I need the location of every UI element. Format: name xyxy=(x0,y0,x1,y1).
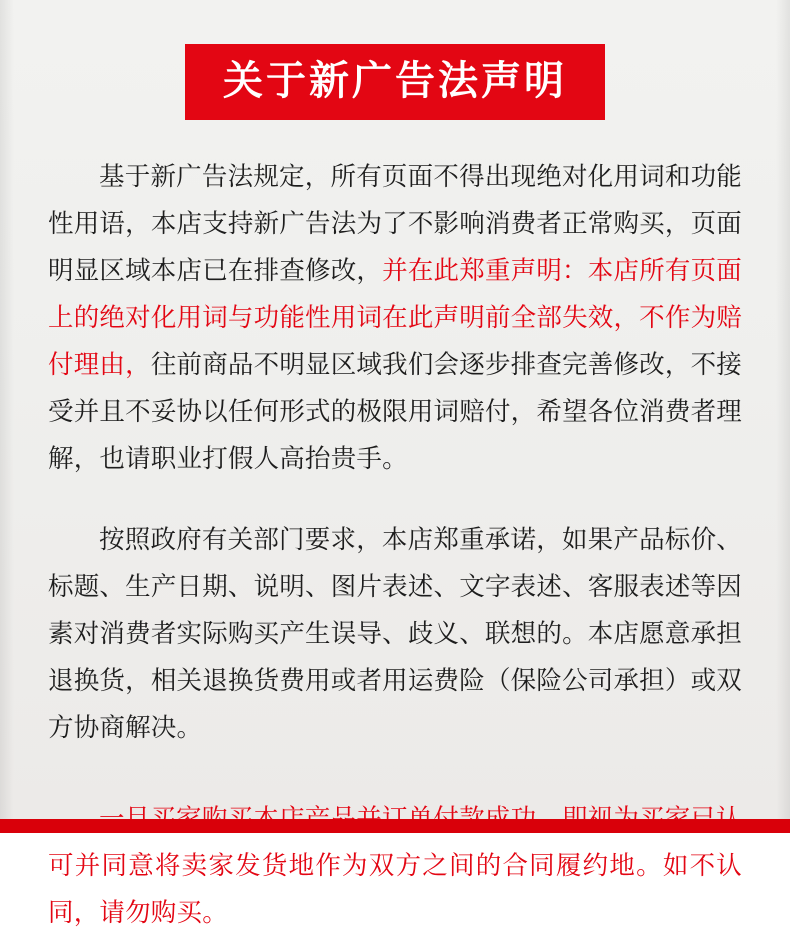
bottom-red-bar xyxy=(0,819,790,833)
paragraph-1-segment-1: 基于新广告法规定，所有页面不得出现绝对化用词和功能性用语，本店支持新广告法为了不影响消费者正常购买，页面明显区域本店已在排查修改， xyxy=(48,162,742,286)
title-container xyxy=(48,44,742,120)
paragraph-1-segment-2: 往前商品不明显区域我们会逐步排查完善修改，不接受并且不妥协以任何形式的极限用词赔付，希望各位消费者理解，也请职业打假人高抬贵手。 xyxy=(48,350,742,474)
paragraph-3: 可并同意将卖家发货地作为双方之间的合同履约地。如不认同，请勿购买。 xyxy=(48,851,742,928)
paragraph-2: 按照政府有关部门要求，本店郑重承诺，如果产品标价、标题、生产日期、说明、图片表述、文字表述、客服表述等因素对消费者实际购买产生误导、歧义、联想的。本店愿意承担退换货，相关退换货费用或者用运费险（保险公司承担）或双方协商解决。 xyxy=(48,525,742,743)
paragraph-1 xyxy=(48,154,742,483)
page-title: 关于新广告法声明 xyxy=(185,44,605,120)
paragraph-1-highlight: 并在此郑重声明：本店所有页面上的绝对化用词与功能性用词在此声明前全部失效，不作为赔付理由， xyxy=(48,256,742,380)
